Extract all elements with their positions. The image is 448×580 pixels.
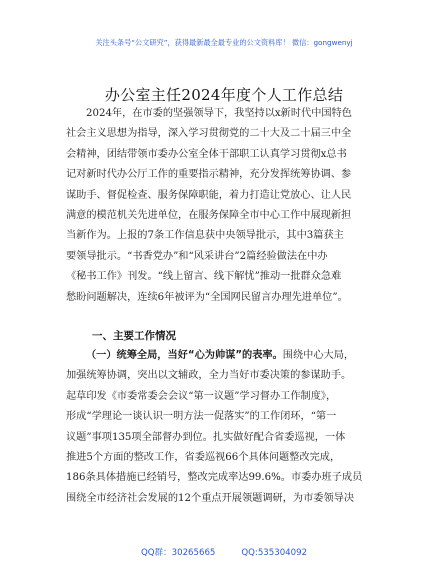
intro-line: 愁盼问题解决，连续6年被评为“全国网民留言办理先进单位”。 [66,291,348,303]
intro-line: 要领导批示。“书香党办”和“风采讲台”2篇经验做法在中办 [66,250,328,262]
intro-line: 《秘书工作》刊发。“线上留言、线下解忧”推动一批群众急难 [66,271,342,283]
intro-line: 谋助手、督促检查、服务保障职能，着力打造让党放心、让人民 [66,189,352,201]
intro-line: 2024年，在市委的坚强领导下，我坚持以x新时代中国特色 [86,108,352,119]
footer-qq: QQ:535304092 [241,548,308,558]
section1-lead-rest: 围绕中心大局， [282,350,355,361]
section1-line: 围绕全市经济社会发展的12个重点开展领题调研，为市委领导决 [66,492,355,504]
section1-paragraph [66,346,386,509]
intro-line: 满意的模范机关先进单位，在服务保障全市中心工作中展现新担 [66,209,352,221]
header-promo-note: 关注头条号“公文研究”，获得最新最全最专业的公文资料库！ 微信：gongwenyj [95,38,353,47]
intro-line: 记对新时代办公厅工作的重要指示精神，充分发挥统筹协调、参 [66,169,352,181]
section1-line: 议题”事项135项全部督办到位。扎实做好配合省委巡视，一体 [66,431,346,443]
intro-paragraph [66,104,386,308]
intro-line: 当新作为。上报的7条工作信息获中央领导批示，其中3篇获主 [66,230,344,242]
section1-first-line [66,346,386,366]
section-heading: 一、主要工作情况 [92,330,176,342]
intro-line: 会精神，团结带领市委办公室全体干部职工认真学习贯彻x总书 [66,148,347,160]
document-title: 办公室主任2024年度个人工作总结 [104,86,344,104]
intro-line: 社会主义思想为指导，深入学习贯彻党的二十大及二十届三中全 [66,128,352,140]
section1-line: 形成“学理论一谈认识一明方法一促落实”的工作闭环，“第一 [66,411,337,423]
section1-lead: （一）统筹全局，当好“心为帅谋”的表率。 [86,350,283,361]
section1-line: 加强统筹协调，突出以文辅政，全力当好市委决策的参谋助手。 [66,370,352,382]
footer-qq-group: QQ群：30265665 [140,548,216,558]
section1-line: 186条具体措施已经销号，整改完成率达99.6%。市委办班子成员 [66,472,363,484]
section1-line: 起草印发《市委常委会会议“第一议题”学习督办工作制度》， [66,390,337,402]
footer-contact [0,546,448,558]
section1-line: 推进5个方面的整改工作，省委巡视66个具体问题整改完成， [66,451,341,463]
